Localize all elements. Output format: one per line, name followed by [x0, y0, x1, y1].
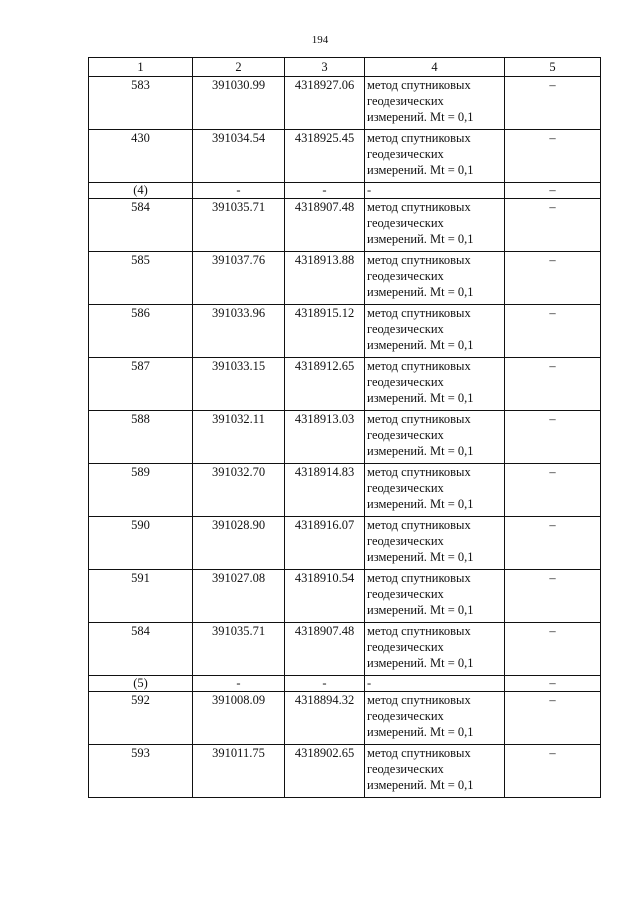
point-number-cell: (5) [89, 676, 193, 692]
point-number-cell: 583 [89, 77, 193, 130]
y-coordinate-cell: 4318925.45 [285, 130, 365, 183]
method-text-line: измерений. Mt = 0,1 [367, 285, 474, 299]
method-text-line: геодезических [367, 269, 444, 283]
method-cell [365, 305, 505, 358]
method-text-line: метод спутниковых [367, 693, 471, 707]
method-text-line: геодезических [367, 587, 444, 601]
y-coordinate-cell: 4318907.48 [285, 199, 365, 252]
note-cell: – [505, 570, 601, 623]
table-row [89, 745, 601, 798]
method-text-line: метод спутниковых [367, 465, 471, 479]
table-row [89, 570, 601, 623]
point-number-cell: (4) [89, 183, 193, 199]
method-text-line: метод спутниковых [367, 518, 471, 532]
y-coordinate-cell: 4318915.12 [285, 305, 365, 358]
table-row [89, 358, 601, 411]
method-text-line: - [367, 676, 372, 690]
table-body [89, 77, 601, 798]
column-header-number: 1 [89, 58, 193, 77]
column-header-method: 4 [365, 58, 505, 77]
note-cell: – [505, 130, 601, 183]
method-text-line: геодезических [367, 428, 444, 442]
note-cell: – [505, 199, 601, 252]
method-cell [365, 517, 505, 570]
note-cell: – [505, 77, 601, 130]
method-text-line: геодезических [367, 534, 444, 548]
y-coordinate-cell: 4318927.06 [285, 77, 365, 130]
x-coordinate-cell: - [193, 676, 285, 692]
method-text-line: геодезических [367, 762, 444, 776]
column-header-note: 5 [505, 58, 601, 77]
note-cell: – [505, 411, 601, 464]
method-text-line: измерений. Mt = 0,1 [367, 391, 474, 405]
method-text-line: метод спутниковых [367, 253, 471, 267]
y-coordinate-cell: - [285, 183, 365, 199]
method-text-line: измерений. Mt = 0,1 [367, 778, 474, 792]
x-coordinate-cell: - [193, 183, 285, 199]
point-number-cell: 590 [89, 517, 193, 570]
x-coordinate-cell: 391037.76 [193, 252, 285, 305]
method-text-line: - [367, 183, 372, 197]
method-text-line: метод спутниковых [367, 746, 471, 760]
y-coordinate-cell: 4318913.88 [285, 252, 365, 305]
method-cell [365, 464, 505, 517]
x-coordinate-cell: 391027.08 [193, 570, 285, 623]
note-cell: – [505, 692, 601, 745]
page-number: 194 [311, 34, 329, 46]
note-cell: – [505, 183, 601, 199]
method-cell [365, 411, 505, 464]
method-cell [365, 252, 505, 305]
method-text-line: метод спутниковых [367, 571, 471, 585]
table-row [89, 517, 601, 570]
y-coordinate-cell: 4318902.65 [285, 745, 365, 798]
method-cell [365, 676, 505, 692]
note-cell: – [505, 305, 601, 358]
method-text-line: геодезических [367, 640, 444, 654]
method-text-line: измерений. Mt = 0,1 [367, 338, 474, 352]
point-number-cell: 592 [89, 692, 193, 745]
method-text-line: метод спутниковых [367, 359, 471, 373]
column-header-y: 3 [285, 58, 365, 77]
coordinates-table [88, 57, 601, 798]
note-cell: – [505, 464, 601, 517]
method-text-line: измерений. Mt = 0,1 [367, 603, 474, 617]
table-row [89, 692, 601, 745]
point-number-cell: 585 [89, 252, 193, 305]
method-text-line: геодезических [367, 709, 444, 723]
method-cell [365, 130, 505, 183]
method-cell [365, 692, 505, 745]
method-text-line: измерений. Mt = 0,1 [367, 163, 474, 177]
table-row [89, 77, 601, 130]
y-coordinate-cell: 4318913.03 [285, 411, 365, 464]
x-coordinate-cell: 391034.54 [193, 130, 285, 183]
point-number-cell: 591 [89, 570, 193, 623]
x-coordinate-cell: 391035.71 [193, 623, 285, 676]
table-row [89, 199, 601, 252]
method-text-line: геодезических [367, 147, 444, 161]
x-coordinate-cell: 391030.99 [193, 77, 285, 130]
method-text-line: измерений. Mt = 0,1 [367, 110, 474, 124]
table-row [89, 252, 601, 305]
point-number-cell: 586 [89, 305, 193, 358]
method-cell [365, 570, 505, 623]
x-coordinate-cell: 391033.96 [193, 305, 285, 358]
y-coordinate-cell: 4318907.48 [285, 623, 365, 676]
x-coordinate-cell: 391028.90 [193, 517, 285, 570]
note-cell: – [505, 358, 601, 411]
x-coordinate-cell: 391032.70 [193, 464, 285, 517]
table-row [89, 464, 601, 517]
point-number-cell: 589 [89, 464, 193, 517]
table-separator-row [89, 183, 601, 199]
method-text-line: метод спутниковых [367, 200, 471, 214]
table-row [89, 130, 601, 183]
method-text-line: измерений. Mt = 0,1 [367, 725, 474, 739]
method-text-line: метод спутниковых [367, 412, 471, 426]
point-number-cell: 430 [89, 130, 193, 183]
note-cell: – [505, 676, 601, 692]
point-number-cell: 587 [89, 358, 193, 411]
method-text-line: геодезических [367, 481, 444, 495]
method-text-line: метод спутниковых [367, 624, 471, 638]
method-text-line: измерений. Mt = 0,1 [367, 232, 474, 246]
x-coordinate-cell: 391008.09 [193, 692, 285, 745]
point-number-cell: 584 [89, 199, 193, 252]
table-row [89, 411, 601, 464]
point-number-cell: 584 [89, 623, 193, 676]
y-coordinate-cell: 4318910.54 [285, 570, 365, 623]
method-cell [365, 745, 505, 798]
method-text-line: измерений. Mt = 0,1 [367, 656, 474, 670]
x-coordinate-cell: 391035.71 [193, 199, 285, 252]
method-cell [365, 77, 505, 130]
method-text-line: геодезических [367, 216, 444, 230]
table-header-row [89, 58, 601, 77]
note-cell: – [505, 623, 601, 676]
table-row [89, 305, 601, 358]
x-coordinate-cell: 391011.75 [193, 745, 285, 798]
method-text-line: геодезических [367, 322, 444, 336]
method-text-line: метод спутниковых [367, 131, 471, 145]
table-separator-row [89, 676, 601, 692]
method-text-line: метод спутниковых [367, 78, 471, 92]
y-coordinate-cell: 4318912.65 [285, 358, 365, 411]
table-row [89, 623, 601, 676]
method-cell [365, 358, 505, 411]
y-coordinate-cell: 4318894.32 [285, 692, 365, 745]
method-text-line: геодезических [367, 94, 444, 108]
column-header-x: 2 [193, 58, 285, 77]
y-coordinate-cell: - [285, 676, 365, 692]
note-cell: – [505, 252, 601, 305]
method-text-line: измерений. Mt = 0,1 [367, 444, 474, 458]
method-text-line: геодезических [367, 375, 444, 389]
method-text-line: измерений. Mt = 0,1 [367, 550, 474, 564]
method-text-line: измерений. Mt = 0,1 [367, 497, 474, 511]
point-number-cell: 588 [89, 411, 193, 464]
method-cell [365, 623, 505, 676]
note-cell: – [505, 517, 601, 570]
x-coordinate-cell: 391032.11 [193, 411, 285, 464]
x-coordinate-cell: 391033.15 [193, 358, 285, 411]
method-cell [365, 183, 505, 199]
method-text-line: метод спутниковых [367, 306, 471, 320]
point-number-cell: 593 [89, 745, 193, 798]
note-cell: – [505, 745, 601, 798]
method-cell [365, 199, 505, 252]
y-coordinate-cell: 4318914.83 [285, 464, 365, 517]
y-coordinate-cell: 4318916.07 [285, 517, 365, 570]
